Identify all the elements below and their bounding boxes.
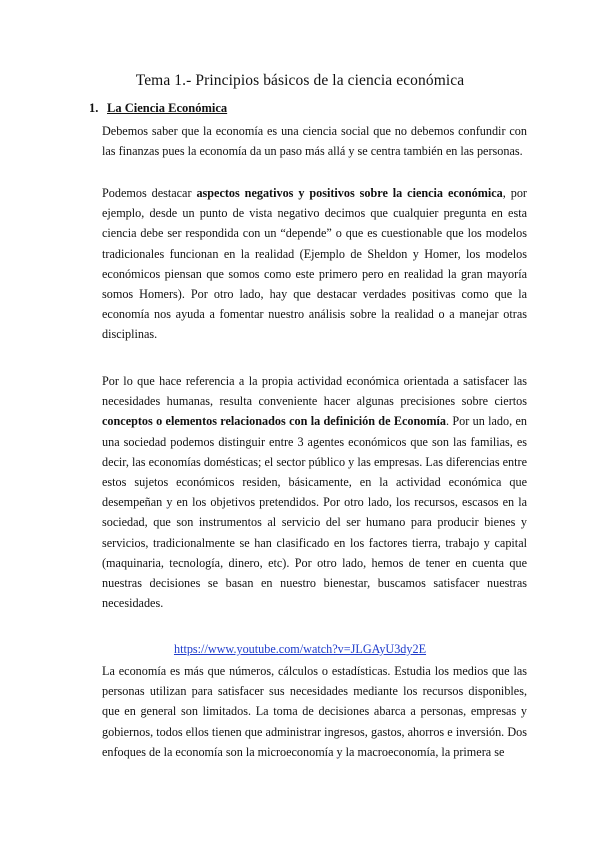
section-heading: [89, 101, 227, 116]
paragraph-4: La economía es más que números, cálculos o estadísticas. Estudia los medios que las personas utilizan para satisfacer sus necesidades mediante los recursos disponibles, que en general son limitados. La toma de decisiones abarca a personas, empresas y gobiernos, todos ellos tienen que administrar ingresos, gastos, ahorros e inversión. Dos enfoques de la economía son la microeconomía y la macroeconomía, la primera se: [102, 664, 527, 759]
paragraph-1: Debemos saber que la economía es una ciencia social que no debemos confundir con las finanzas pues la economía da un paso más allá y se centra también en las personas.: [102, 124, 527, 159]
paragraph-2: [102, 183, 527, 345]
paragraph-2-lead: Podemos destacar: [102, 186, 197, 200]
paragraph-2-rest: , por ejemplo, desde un punto de vista negativo decimos que cualquier pregunta en esta ciencia debe ser respondida con un “depende” o que es cuestionable que los modelos tradicionales funcionan en la realidad (Ejemplo de Sheldon y Homer, los modelos económicos piensan que somos como este primero pero en realidad la gran mayoría somos Homers). Por otro lado, hay que destacar verdades positivas como que la economía nos ayuda a fomentar nuestro análisis sobre la realidad o a manejar otras disciplinas.: [102, 186, 527, 342]
section-title: La Ciencia Económica: [107, 101, 228, 115]
paragraph-3-bold: conceptos o elementos relacionados con la definición de Economía: [102, 414, 446, 429]
paragraph-3-lead: Por lo que hace referencia a la propia actividad económica orientada a satisfacer las necesidades humanas, resulta conveniente hacer algunas precisiones sobre ciertos: [102, 374, 527, 409]
paragraph-2-bold: aspectos negativos y positivos sobre la ciencia económica: [196, 186, 503, 200]
section-number: 1.: [89, 101, 99, 115]
youtube-link[interactable]: https://www.youtube.com/watch?v=JLGAyU3dy2E: [173, 642, 427, 656]
document-title: Tema 1.- Principios básicos de la ciencia económica: [135, 72, 465, 89]
paragraph-3-rest: . Por un lado, en una sociedad podemos distinguir entre 3 agentes económicos que son las familias, es decir, las economías domésticas; el sector público y las empresas. Las diferencias entre estos sujetos económicos residen, básicamente, en la actividad económica que desempeñan y en los objetivos pretendidos. Por otro lado, los recursos, escasos en la sociedad, que son instrumentos al servicio del ser humano para producir bienes y servicios, tradicionalmente se han clasificado en los factores tierra, trabajo y capital (maquinaria, tecnología, dinero, etc). Por otro lado, hemos de tener en cuenta que nuestras decisiones se basan en nuestro bienestar, buscamos satisfacer nuestras necesidades.: [102, 414, 527, 611]
paragraph-3: [102, 371, 527, 613]
